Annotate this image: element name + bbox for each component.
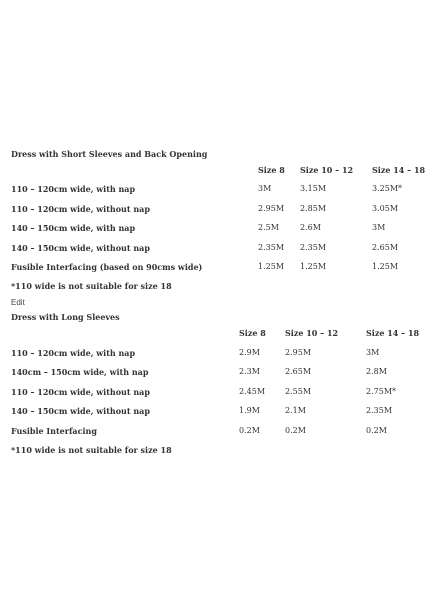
- table2-row-label: Fusible Interfacing: [11, 426, 97, 436]
- table2-cell: 2.35M: [366, 406, 393, 415]
- table2-header-size14-18: Size 14 – 18: [366, 328, 420, 338]
- table1-cell: 2.35M: [300, 243, 327, 252]
- table1-cell: 1.25M: [258, 262, 285, 271]
- table1-cell: 3.25M*: [372, 184, 403, 193]
- table2-cell: 2.75M*: [366, 387, 397, 396]
- table2-row-label: 140 – 150cm wide, without nap: [11, 406, 150, 416]
- table1-header-size14-18: Size 14 – 18: [372, 165, 426, 175]
- table2-cell: 1.9M: [239, 406, 260, 415]
- table1-cell: 2.95M: [258, 204, 285, 213]
- table1-cell: 2.6M: [300, 223, 321, 232]
- table1-row-label: 140 – 150cm wide, with nap: [11, 223, 136, 233]
- edit-link[interactable]: Edit: [11, 298, 25, 307]
- table2-cell: 2.45M: [239, 387, 266, 396]
- table2-cell: 2.3M: [239, 367, 260, 376]
- table2-footnote: *110 wide is not suitable for size 18: [11, 445, 172, 455]
- table2-cell: 2.95M: [285, 348, 312, 357]
- table1-title: Dress with Short Sleeves and Back Opening: [11, 149, 208, 159]
- table2-header-size10-12: Size 10 – 12: [285, 328, 339, 338]
- table2-title: Dress with Long Sleeves: [11, 312, 120, 322]
- table1-cell: 2.5M: [258, 223, 279, 232]
- table2-cell: 2.8M: [366, 367, 387, 376]
- table2-cell: 0.2M: [285, 426, 306, 435]
- table1-row-label: Fusible Interfacing (based on 90cms wide): [11, 262, 203, 272]
- table1-cell: 1.25M: [300, 262, 327, 271]
- table1-header-size8: Size 8: [258, 165, 285, 175]
- table2-row-label: 110 – 120cm wide, with nap: [11, 348, 136, 358]
- table1-header-size10-12: Size 10 – 12: [300, 165, 354, 175]
- table1-cell: 3M: [372, 223, 386, 232]
- table1-row-label: 110 – 120cm wide, without nap: [11, 204, 150, 214]
- table1-cell: 3.15M: [300, 184, 327, 193]
- table2-cell: 0.2M: [239, 426, 260, 435]
- table2-cell: 2.55M: [285, 387, 312, 396]
- table1-row-label: 110 – 120cm wide, with nap: [11, 184, 136, 194]
- table2-cell: 3M: [366, 348, 380, 357]
- table1-cell: 2.35M: [258, 243, 285, 252]
- table2-header-size8: Size 8: [239, 328, 266, 338]
- table2-cell: 2.9M: [239, 348, 260, 357]
- table1-cell: 2.85M: [300, 204, 327, 213]
- table1-cell: 2.65M: [372, 243, 399, 252]
- table1-cell: 3M: [258, 184, 272, 193]
- table1-cell: 1.25M: [372, 262, 399, 271]
- table1-footnote: *110 wide is not suitable for size 18: [11, 281, 172, 291]
- table2-row-label: 110 – 120cm wide, without nap: [11, 387, 150, 397]
- table2-row-label: 140cm – 150cm wide, with nap: [11, 367, 149, 377]
- table2-cell: 2.1M: [285, 406, 306, 415]
- table1-row-label: 140 – 150cm wide, without nap: [11, 243, 150, 253]
- table1-cell: 3.05M: [372, 204, 399, 213]
- table2-cell: 2.65M: [285, 367, 312, 376]
- table2-cell: 0.2M: [366, 426, 387, 435]
